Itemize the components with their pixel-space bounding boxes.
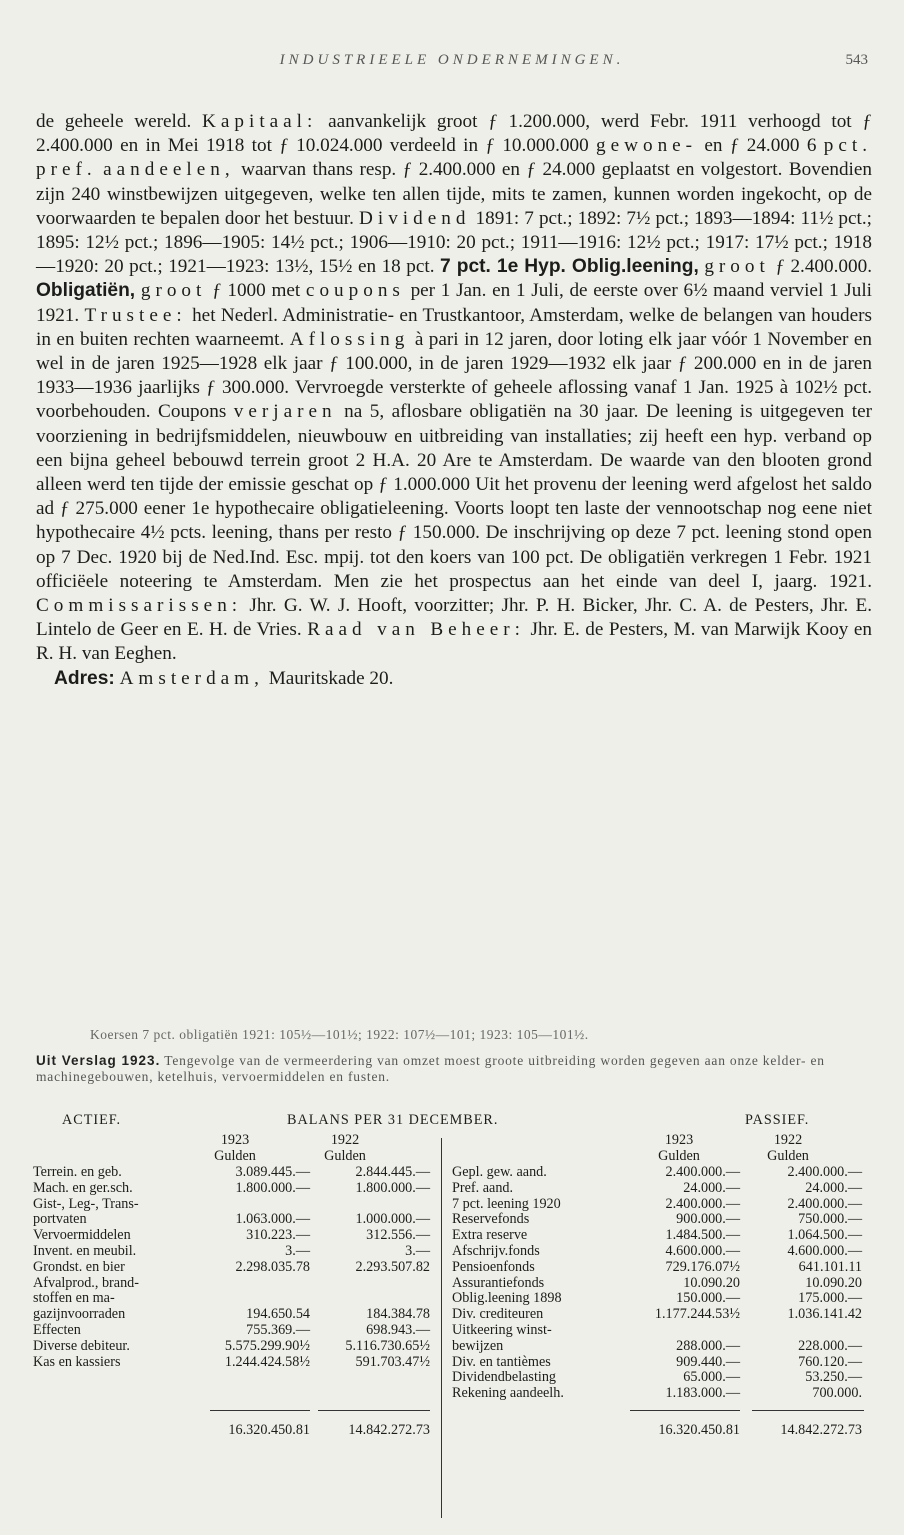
passief-row-1923: 1.177.244.53½ (654, 1306, 740, 1323)
verslag-label: Uit Verslag 1923. (36, 1053, 161, 1068)
passief-row-label: Pref. aand. (452, 1179, 514, 1196)
actief-row-1922: 2.844.445.— (355, 1164, 430, 1180)
page-header-title: INDUSTRIEELE ONDERNEMINGEN. (279, 52, 625, 68)
passief-row-label: Afschrijv.fonds (452, 1243, 540, 1259)
passief-row-1922: 24.000.— (805, 1179, 862, 1196)
actief-row-label: Vervoermiddelen (33, 1227, 131, 1244)
year-header: 1923 (220, 1132, 250, 1148)
actief-row-1922: 184.384.78 (366, 1306, 430, 1323)
address-label: Adres: (54, 667, 115, 689)
actief-heading: ACTIEF. (62, 1112, 122, 1128)
passief-row-label: Extra reserve (452, 1227, 528, 1244)
passief-row-1923: 24.000.— (683, 1179, 740, 1196)
actief-row-1923: 1.244.424.58½ (224, 1353, 310, 1370)
passief-row-label: Gepl. gew. aand. (452, 1164, 547, 1180)
passief-row-1923: 288.000.— (676, 1337, 740, 1354)
passief-row-1922: 1.064.500.— (787, 1227, 862, 1244)
description-paragraph: de geheele wereld. Kapitaal: aanvankelijk groot ƒ 1.200.000, werd Febr. 1911 verhoogd tot ƒ 2.400.000 en in Mei 1918 tot ƒ 10.024.000 verdeeld in ƒ 10.000.000 gewone- en ƒ 24.000 6 pct. pref. aandeelen, waarvan thans resp. ƒ 2.400.000 en ƒ 24.000 geplaatst en volgestort. Bovendien zijn 240 winstbewijzen uitgegeven, welke ten allen tijde, mits te zamen, kunnen worden ingekocht, op de voorwaarden te bepalen door het bestuur. Dividend 1891: 7 pct.; 1892: 7½ pct.; 1893—1894: 11½ pct.; 1895: 12½ pct.; 1896—1905: 14½ pct.; 1906—1910: 20 pct.; 1911—1916: 12½ pct.; 1917: 17½ pct.; 1918—1920: 20 pct.; 1921—1923: 13½, 15½ en 18 pct. 7 pct. 1e Hyp. Oblig.leening, groot ƒ 2.400.000. Obligatiën, groot ƒ 1000 met coupons per 1 Jan. en 1 Juli, de eerste over 6½ maand verviel 1 Juli 1921. Trustee: het Nederl. Administratie- en Trustkantoor, Amsterdam, welke de belangen van houders in en buiten rechten waarneemt. Aflossing à pari in 12 jaren, door loting elk jaar vóór 1 November en wel in de jaren 1925—1928 elk jaar ƒ 100.000, in de jaren 1929—1932 elk jaar ƒ 200.000 en in de jaren 1933—1936 jaarlijks ƒ 300.000. Vervroegde versterkte of geheele aflossing vanaf 1 Jan. 1925 à 102½ pct. voorbehouden. Coupons verjaren na 5, aflosbare obligatiën na 30 jaar. De leening is uitgegeven ter voorziening in bedrijfsmiddelen, nieuwbouw en uitbreiding van installaties; zij heeft een hyp. verband op een bijna geheel bebouwd terrein groot 2 H.A. 20 Are te Amsterdam. De waarde van den blooten grond alleen werd ten tijde der emissie geschat op ƒ 1.000.000 Uit het provenu der leening werd afgelost het saldo ad ƒ 275.000 eener 1e hypothecaire obligatieleening. Voorts loopt ten laste der vennootschap nog eene niet hypothecaire 4½ pcts. leening, thans per resto ƒ 150.000. De inschrijving op deze 7 pct. leening stond open op 7 Dec. 1920 bij de Ned.Ind. Esc. mpij. tot den koers van 100 pct. De obligatiën verkregen 1 Febr. 1921 officiëele noteering te Amsterdam. Men zie het prospectus aan het einde van deel I, jaarg. 1921. Commissarissen: Jhr. G. W. J. Hooft, voorzitter; Jhr. P. H. Bicker, Jhr. C. A. de Pesters, Jhr. E. Lintelo de Geer en E. H. de Vries. Raad van Beheer: Jhr. E. de Pesters, M. van Marwijk Kooy en R. H. van Eeghen. (36, 111, 873, 665)
passief-row-1922: 760.120.— (798, 1353, 862, 1370)
actief-row-label: Effecten (33, 1322, 81, 1338)
passief-row-label: Uitkeering winst- (452, 1322, 552, 1338)
passief-row-1922: 4.600.000.— (787, 1243, 862, 1259)
actief-row-label: Diverse debiteur. (33, 1337, 130, 1354)
actief-row-label: gazijnvoorraden (33, 1306, 126, 1323)
unit-header: Gulden (324, 1148, 366, 1164)
actief-row-1922: 312.556.— (366, 1227, 430, 1244)
passief-row-label: Oblig.leening 1898 (452, 1290, 562, 1307)
passief-row-1923: 2.400.000.— (665, 1195, 740, 1212)
passief-row-1922: 53.250.— (805, 1369, 862, 1386)
passief-row-1923: 2.400.000.— (665, 1164, 740, 1180)
passief-row-1923: 900.000.— (676, 1211, 740, 1228)
passief-row-label: Assurantiefonds (452, 1274, 545, 1291)
passief-row-label: 7 pct. leening 1920 (452, 1195, 561, 1212)
actief-row-label: Grondst. en bier (33, 1258, 125, 1275)
actief-row-1922: 2.293.507.82 (355, 1258, 430, 1275)
actief-row-1922: 1.800.000.— (355, 1179, 430, 1196)
total-rule (630, 1410, 740, 1411)
total-rule (318, 1410, 430, 1411)
actief-row-label: Kas en kassiers (33, 1353, 121, 1370)
actief-row-1923: 755.369.— (246, 1322, 310, 1338)
year-header: 1922 (330, 1132, 360, 1148)
passief-row-label: Rekening aandeelh. (452, 1385, 564, 1402)
passief-row-1922: 2.400.000.— (787, 1195, 862, 1212)
passief-row-1923: 1.484.500.— (665, 1227, 740, 1244)
passief-row-1923: 729.176.07½ (665, 1258, 740, 1275)
actief-row-1923: 3.— (285, 1243, 310, 1259)
unit-header: Gulden (658, 1148, 700, 1164)
year-header: 1922 (773, 1132, 803, 1148)
balance-title: BALANS PER 31 DECEMBER. (287, 1112, 499, 1128)
address-line: Adres: Amsterdam, Mauritskade 20. (54, 667, 394, 689)
company-description (36, 110, 872, 691)
unit-header: Gulden (767, 1148, 809, 1164)
passief-row-1922: 2.400.000.— (787, 1164, 862, 1180)
passief-row-1922: 175.000.— (798, 1290, 862, 1307)
actief-row-1922: 5.116.730.65½ (345, 1337, 430, 1354)
actief-row-1923: 2.298.035.78 (235, 1258, 310, 1275)
passief-row-1923: 1.183.000.— (665, 1385, 740, 1402)
verslag-note: Uit Verslag 1923. Tengevolge van de vermeerdering van omzet moest groote uitbreiding worden gegeven aan onze kelder- en machinegebouwen, ketelhuis, vervoermiddelen en fusten. (36, 1053, 825, 1084)
obligatien-heading: Obligatiën, (36, 280, 136, 302)
passief-row-1922: 1.036.141.42 (787, 1306, 862, 1323)
year-header: 1923 (664, 1132, 694, 1148)
total-rule (210, 1410, 310, 1411)
passief-row-1923: 10.090.20 (683, 1274, 740, 1291)
actief-row-1922: 698.943.— (366, 1322, 430, 1338)
passief-row-label: Div. en tantièmes (452, 1353, 551, 1370)
total-passief-1922: 14.842.272.73 (780, 1422, 862, 1438)
hyp-heading: 7 pct. 1e Hyp. Oblig.leening, (440, 256, 699, 278)
actief-row-label: Afvalprod., brand- (33, 1274, 139, 1291)
total-rule (752, 1410, 864, 1411)
passief-row-label: bewijzen (452, 1337, 504, 1354)
total-actief-1923: 16.320.450.81 (228, 1422, 310, 1438)
unit-header: Gulden (214, 1148, 256, 1164)
actief-row-label: Terrein. en geb. (33, 1164, 122, 1180)
column-divider (441, 1138, 442, 1518)
actief-row-1923: 1.063.000.— (235, 1211, 310, 1228)
actief-row-label: stoffen en ma- (33, 1290, 115, 1307)
passief-row-1923: 909.440.— (676, 1353, 740, 1370)
passief-row-label: Pensioenfonds (452, 1258, 535, 1275)
running-head (0, 52, 904, 76)
page-number: 543 (845, 52, 868, 68)
passief-row-1922: 10.090.20 (805, 1274, 862, 1291)
passief-row-1923: 4.600.000.— (665, 1243, 740, 1259)
actief-row-1923: 1.800.000.— (235, 1179, 310, 1196)
passief-heading: PASSIEF. (745, 1112, 810, 1128)
actief-row-1923: 194.650.54 (246, 1306, 310, 1323)
actief-row-1922: 3.— (405, 1243, 430, 1259)
actief-row-1922: 591.703.47½ (355, 1353, 430, 1370)
passief-row-1922: 700.000. (812, 1385, 862, 1402)
passief-row-1922: 641.101.11 (798, 1258, 862, 1275)
passief-row-label: Dividendbelasting (452, 1369, 557, 1386)
passief-row-label: Div. crediteuren (452, 1306, 544, 1323)
actief-row-label: portvaten (33, 1211, 87, 1228)
koersen-line: Koersen 7 pct. obligatiën 1921: 105½—101½; 1922: 107½—101; 1923: 105—101½. (90, 1027, 589, 1042)
actief-row-1922: 1.000.000.— (355, 1211, 430, 1228)
passief-row-label: Reservefonds (452, 1211, 530, 1228)
actief-row-label: Mach. en ger.sch. (33, 1179, 133, 1196)
passief-row-1923: 65.000.— (683, 1369, 740, 1386)
actief-row-1923: 3.089.445.— (235, 1164, 310, 1180)
actief-row-1923: 5.575.299.90½ (224, 1337, 310, 1354)
actief-row-label: Gist-, Leg-, Trans- (33, 1195, 139, 1212)
balance-sheet (0, 1112, 904, 1532)
total-actief-1922: 14.842.272.73 (348, 1422, 430, 1438)
actief-row-1923: 310.223.— (246, 1227, 310, 1244)
total-passief-1923: 16.320.450.81 (658, 1422, 740, 1438)
passief-row-1923: 150.000.— (676, 1290, 740, 1307)
passief-row-1922: 750.000.— (798, 1211, 862, 1228)
passief-row-1922: 228.000.— (798, 1337, 862, 1354)
actief-row-label: Invent. en meubil. (33, 1243, 137, 1259)
